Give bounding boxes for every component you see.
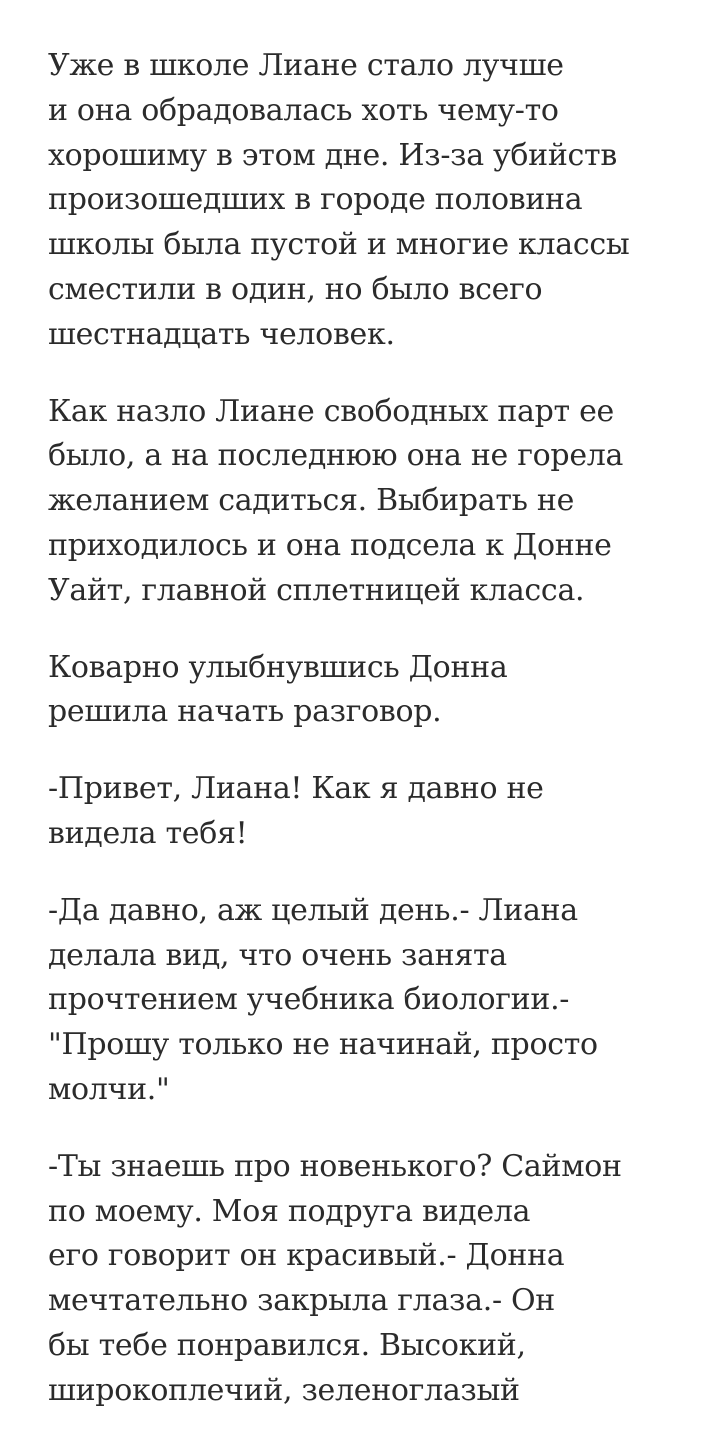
text-line: его говорит он красивый.- Донна <box>48 1238 565 1274</box>
paragraph-1 <box>48 44 680 358</box>
paragraph-5 <box>48 889 680 1113</box>
text-line: было, а на последнюю она не горела <box>48 438 624 474</box>
text-line: приходилось и она подсела к Донне <box>48 527 612 563</box>
text-line: Коварно улыбнувшись Донна <box>48 649 508 685</box>
text-line: -Да давно, аж целый день.- Лиана <box>48 892 578 928</box>
text-line: произошедших в городе половина <box>48 182 583 218</box>
text-line: бы тебе понравился. Высокий, <box>48 1327 526 1363</box>
text-line: широкоплечий, зеленоглазый <box>48 1372 520 1408</box>
paragraph-2 <box>48 390 680 614</box>
text-line: по моему. Моя подруга видела <box>48 1193 531 1229</box>
text-line: видела тебя! <box>48 815 248 851</box>
text-line: и она обрадовалась хоть чему-то <box>48 92 559 128</box>
text-line: -Ты знаешь про новенького? Саймон <box>48 1148 622 1184</box>
text-line: желанием садиться. Выбирать не <box>48 483 575 519</box>
text-line: молчи." <box>48 1071 170 1107</box>
paragraph-4 <box>48 767 680 857</box>
text-line: Уайт, главной сплетницей класса. <box>48 572 585 608</box>
text-line: сместили в один, но было всего <box>48 271 543 307</box>
paragraph-3 <box>48 646 680 736</box>
paragraph-6 <box>48 1145 680 1414</box>
text-line: -Привет, Лиана! Как я давно не <box>48 771 544 807</box>
text-line: "Прошу только не начинай, просто <box>48 1027 598 1063</box>
text-line: Как назло Лиане свободных парт ее <box>48 393 614 429</box>
text-line: Уже в школе Лиане стало лучше <box>48 48 564 83</box>
text-line: хорошиму в этом дне. Из-за убийств <box>48 137 617 173</box>
text-line: прочтением учебника биологии.- <box>48 982 570 1018</box>
text-line: шестнадцать человек. <box>48 316 395 352</box>
text-line: мечтательно закрыла глаза.- Он <box>48 1283 556 1319</box>
text-line: школы была пустой и многие классы <box>48 227 630 263</box>
text-line: делала вид, что очень занята <box>48 937 507 973</box>
text-line: решила начать разговор. <box>48 694 442 730</box>
